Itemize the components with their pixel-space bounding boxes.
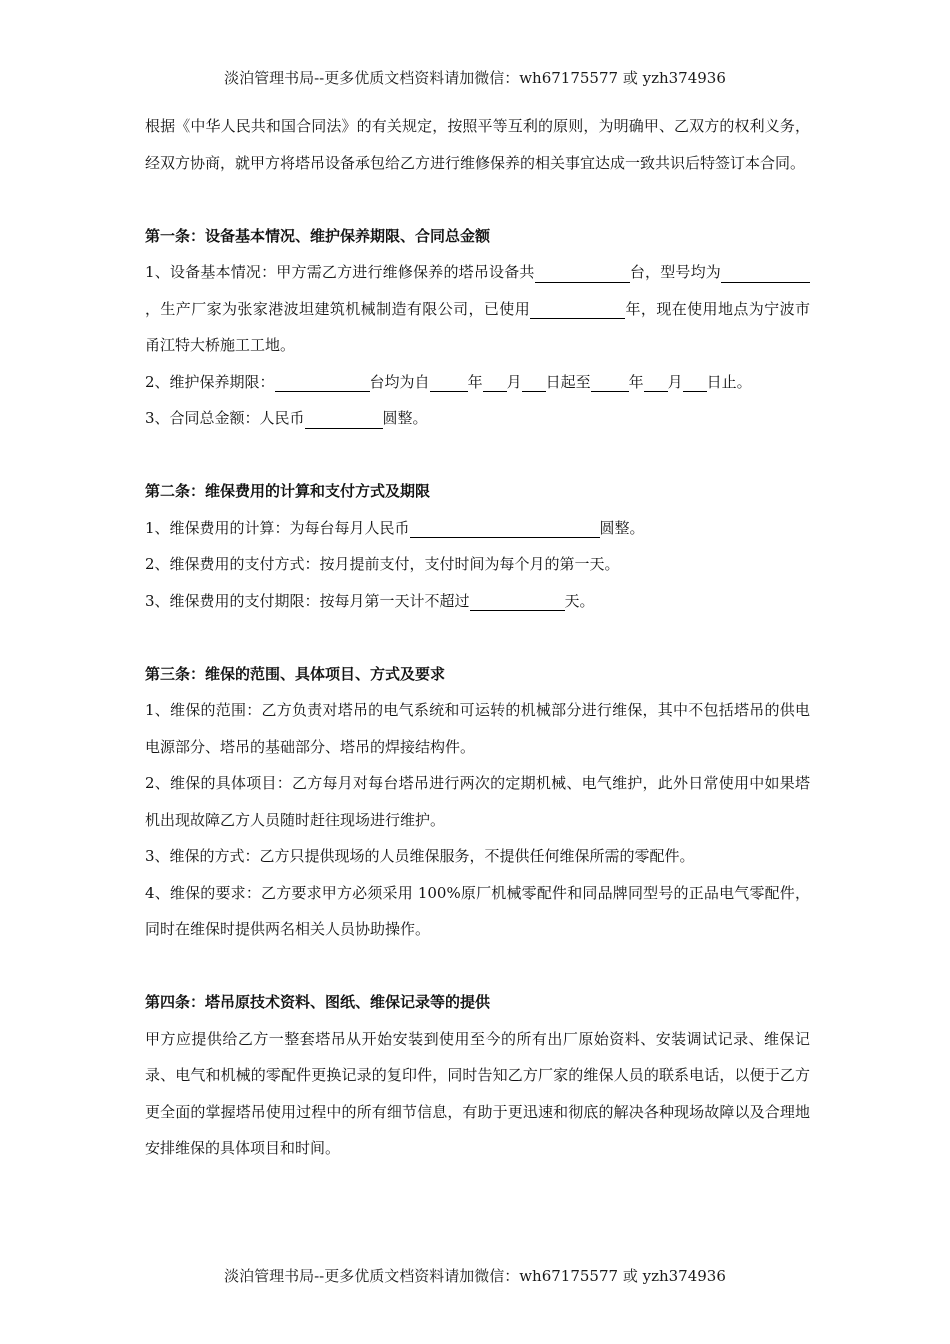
contract-body bbox=[145, 108, 810, 1167]
s3-scope: 1、维保的范围：乙方负责对塔吊的电气系统和可运转的机械部分进行维保，其中不包括塔吊的供电电源部分、塔吊的基础部分、塔吊的焊接结构件。 bbox=[145, 701, 810, 756]
blank-field[interactable] bbox=[591, 372, 629, 392]
s4-documents: 甲方应提供给乙方一整套塔吊从开始安装到使用至今的所有出厂原始资料、安装调试记录、维保记录、电气和机械的零配件更换记录的复印件，同时告知乙方厂家的维保人员的联系电话，以便于乙方更全面的掌握塔吊使用过程中的所有细节信息，有助于更迅速和彻底的解决各种现场故障以及合理地安排维保的具体项目和时间。 bbox=[145, 1029, 810, 1157]
blank-field[interactable] bbox=[430, 372, 468, 392]
page-header: 淡泊管理书局--更多优质文档资料请加微信：wh67175577 或 yzh374936 bbox=[224, 69, 726, 87]
blank-field[interactable] bbox=[483, 372, 507, 392]
s2-payment-deadline: 3、维保费用的支付期限：按每月第一天计不超过 天。 bbox=[145, 591, 595, 610]
blank-field[interactable] bbox=[275, 372, 370, 392]
intro-paragraph: 根据《中华人民共和国合同法》的有关规定，按照平等互利的原则，为明确甲、乙双方的权利义务，经双方协商，就甲方将塔吊设备承包给乙方进行维修保养的相关事宜达成一致共识后特签订本合同。 bbox=[145, 117, 810, 172]
blank-field[interactable] bbox=[535, 263, 630, 283]
blank-field[interactable] bbox=[786, 263, 810, 283]
blank-field[interactable] bbox=[530, 299, 625, 319]
blank-field[interactable] bbox=[683, 372, 707, 392]
section-4-title: 第四条：塔吊原技术资料、图纸、维保记录等的提供 bbox=[145, 993, 491, 1011]
blank-field[interactable] bbox=[410, 518, 600, 538]
blank-field[interactable] bbox=[522, 372, 546, 392]
page-footer: 淡泊管理书局--更多优质文档资料请加微信：wh67175577 或 yzh374936 bbox=[224, 1267, 726, 1285]
blank-field[interactable] bbox=[644, 372, 668, 392]
section-1-title: 第一条：设备基本情况、维护保养期限、合同总金额 bbox=[145, 226, 491, 245]
section-2-title: 第二条：维保费用的计算和支付方式及期限 bbox=[145, 482, 431, 500]
section-3-title: 第三条：维保的范围、具体项目、方式及要求 bbox=[145, 664, 446, 683]
blank-field[interactable] bbox=[470, 591, 565, 611]
s2-fee-calc: 1、维保费用的计算：为每台每月人民币 圆整。 bbox=[145, 518, 645, 537]
s3-method: 3、维保的方式：乙方只提供现场的人员维保服务，不提供任何维保所需的零配件。 bbox=[145, 847, 695, 865]
s1-maintenance-period: 2、维护保养期限： 台均为自 年 月 日起至 年 月 日止。 bbox=[145, 372, 752, 391]
s1-equipment-info: 1、设备基本情况：甲方需乙方进行维修保养的塔吊设备共 台，型号均为，生产厂家为张家港波坦建筑机械制造有限公司，已使用 年，现在使用地点为宁波市甬江特大桥施工工地。 bbox=[145, 263, 810, 354]
s2-payment-method: 2、维保费用的支付方式：按月提前支付，支付时间为每个月的第一天。 bbox=[145, 555, 620, 573]
blank-field[interactable] bbox=[305, 409, 383, 429]
blank-field[interactable] bbox=[721, 263, 786, 283]
s1-total-amount: 3、合同总金额：人民币 圆整。 bbox=[145, 409, 428, 427]
s3-items: 2、维保的具体项目：乙方每月对每台塔吊进行两次的定期机械、电气维护，此外日常使用中如果塔机出现故障乙方人员随时赶往现场进行维护。 bbox=[145, 774, 810, 829]
s3-requirements: 4、维保的要求：乙方要求甲方必须采用 100%原厂机械零配件和同品牌同型号的正品电气零配件，同时在维保时提供两名相关人员协助操作。 bbox=[145, 883, 810, 938]
